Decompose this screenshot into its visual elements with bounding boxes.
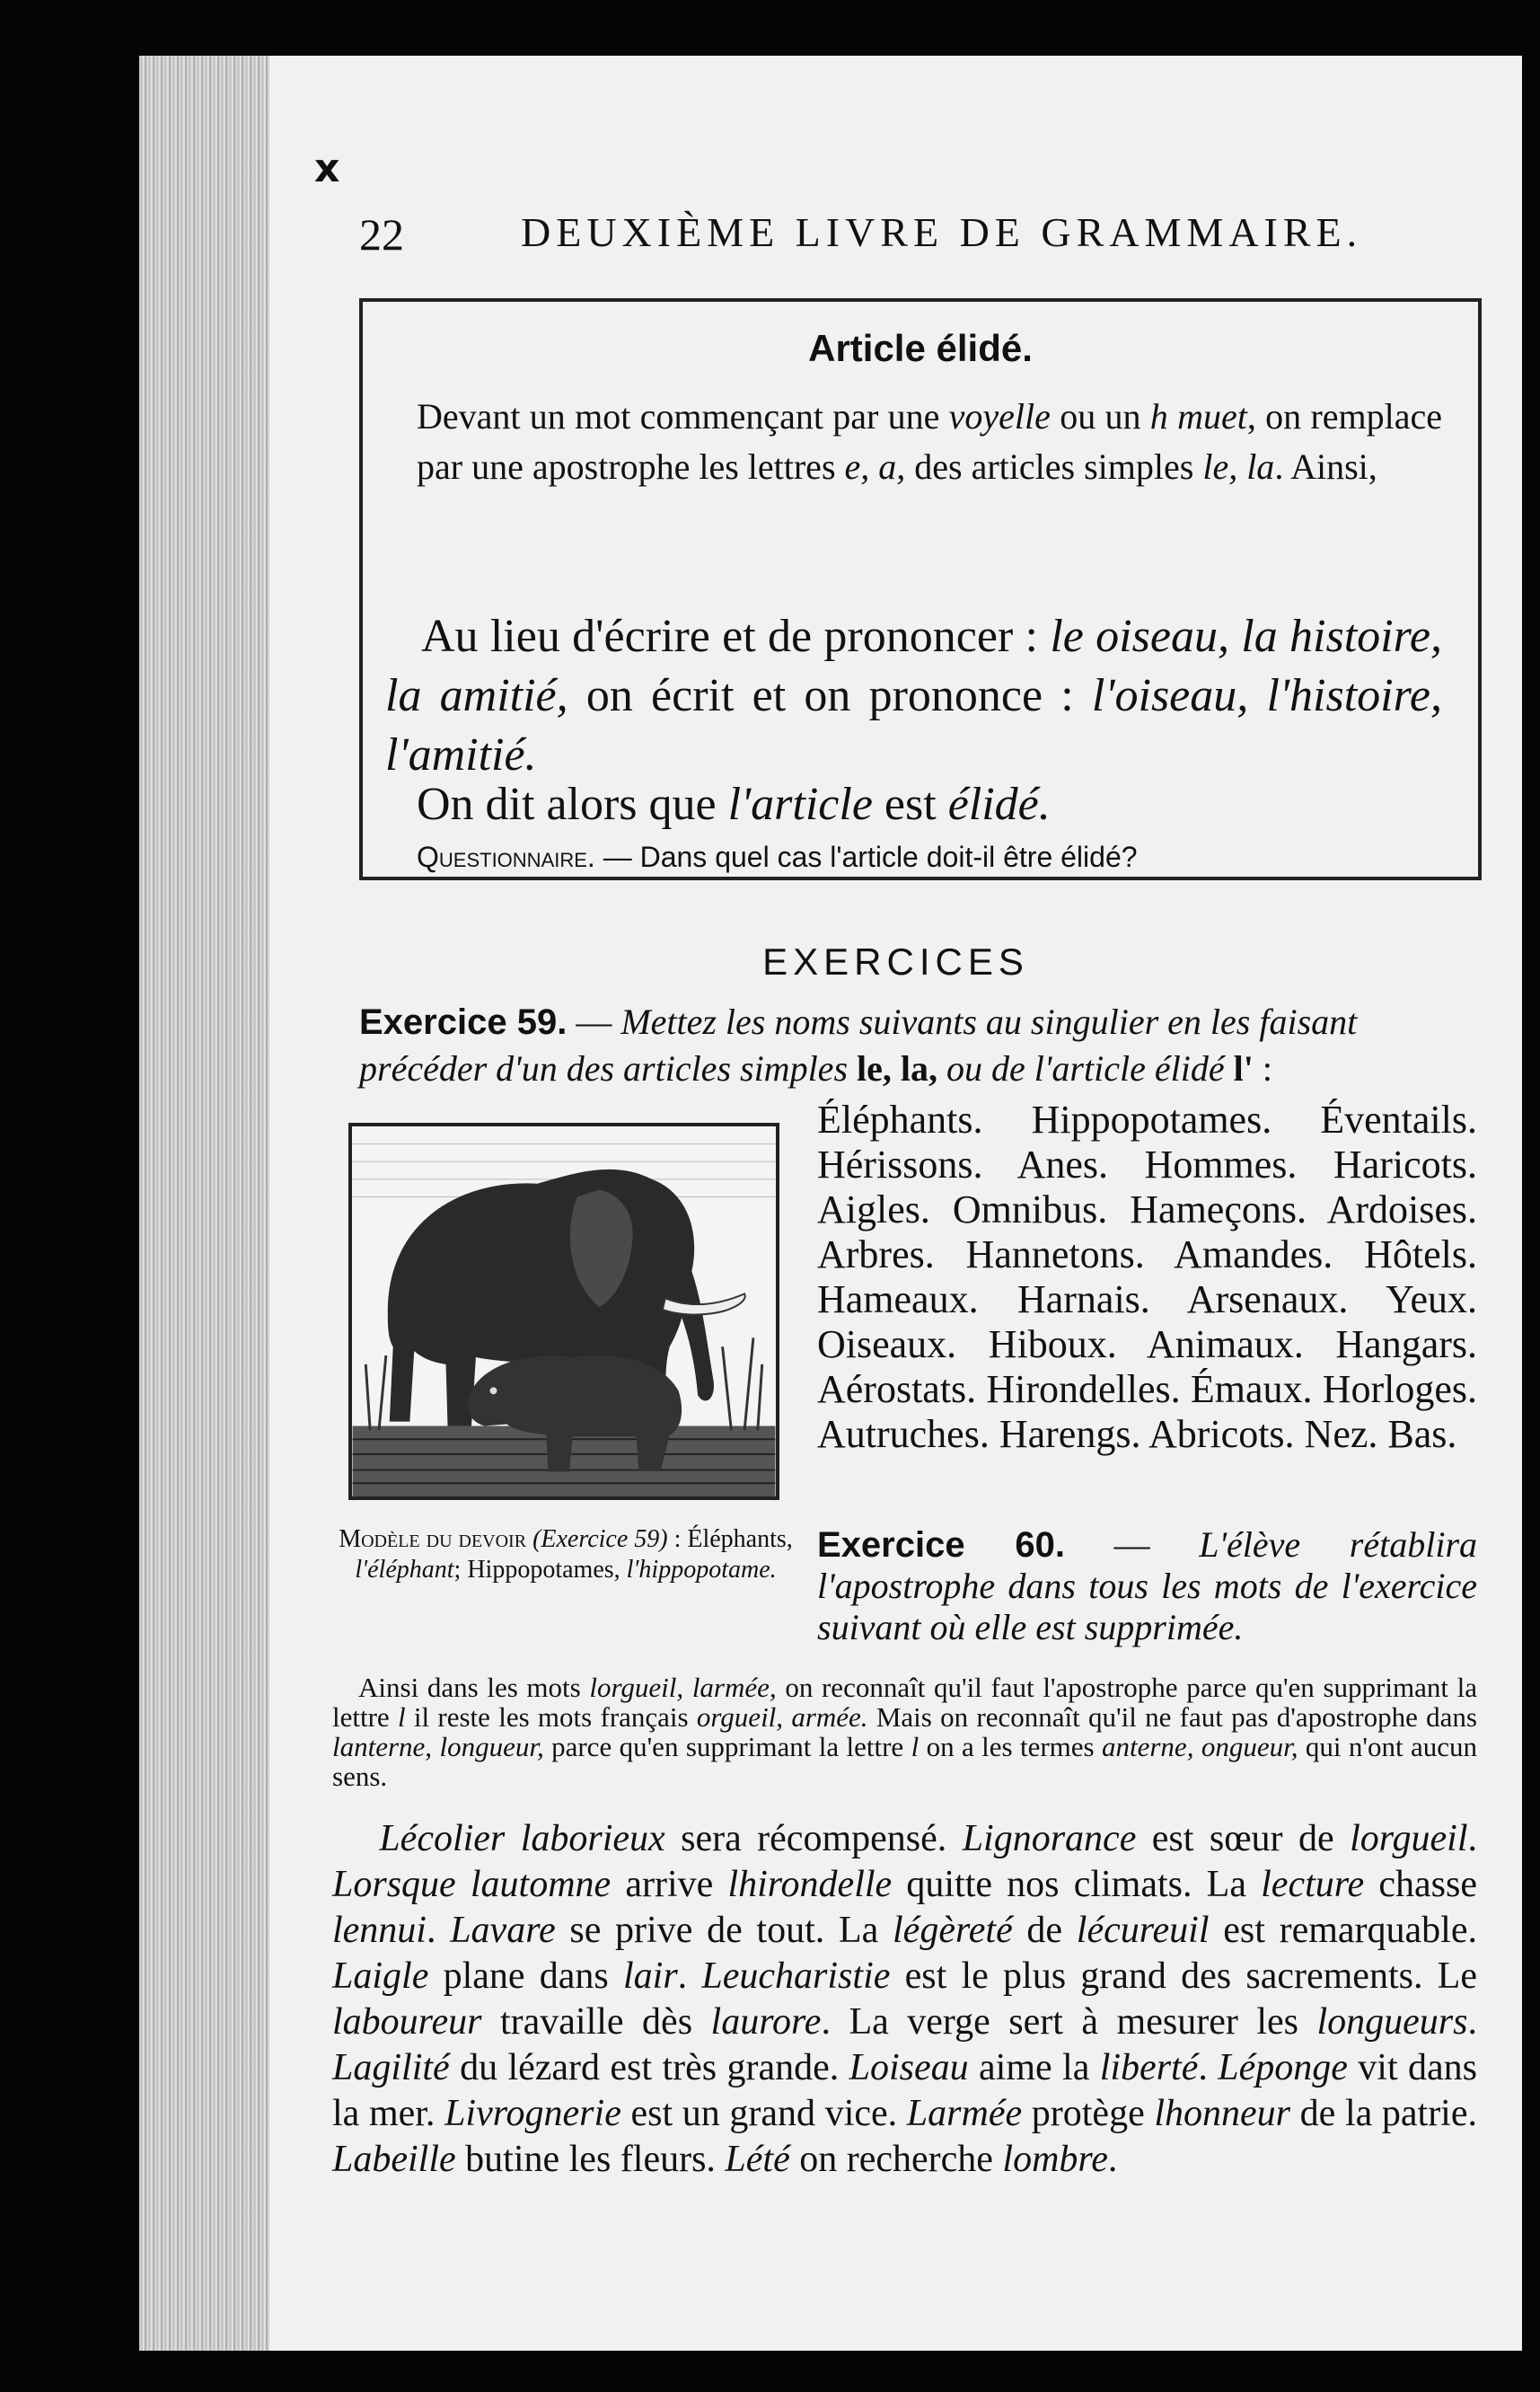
italic-word: lhonneur <box>1154 2093 1291 2134</box>
italic-run: lanterne, longueur, <box>332 1731 544 1762</box>
text-run: de la patrie. <box>1290 2093 1477 2134</box>
text-run: est <box>872 779 948 830</box>
caption-label: Modèle du devoir <box>339 1525 527 1553</box>
text-run: qui n'ont aucun sens. <box>332 1731 1477 1792</box>
italic-run: Mettez les noms suivants au singulier en les faisant précéder d'un des articles simples <box>359 1002 1358 1089</box>
text-run: Ainsi dans les mots <box>358 1672 590 1703</box>
running-title: DEUXIÈME LIVRE DE GRAMMAIRE. <box>521 209 1363 255</box>
text-run: il reste les mots français <box>405 1701 697 1733</box>
italic-run: l'article <box>727 779 873 830</box>
text-run: . Ainsi, <box>1274 446 1377 487</box>
italic-run: l <box>911 1731 920 1762</box>
italic-word: lecture <box>1261 1864 1365 1905</box>
italic-word: Lignorance <box>962 1818 1137 1859</box>
text-run: , on remplace par une apostrophe les lettres <box>417 396 1443 487</box>
questionnaire-label: Questionnaire. <box>417 841 595 873</box>
italic-run: l'hippopotame. <box>626 1556 777 1584</box>
text-run: est remarquable. <box>1209 1910 1477 1951</box>
corner-mark: x <box>314 146 340 191</box>
exercise-label: Exercice 60. <box>817 1525 1065 1565</box>
text-run: . <box>1467 1818 1477 1859</box>
text-run: . <box>1107 2139 1118 2180</box>
conclusion-line <box>417 778 1442 831</box>
italic-word: Lété <box>725 2139 790 2180</box>
exercise-60-note <box>332 1673 1477 1791</box>
italic-run: l <box>397 1701 406 1733</box>
text-run: Mais on reconnaît qu'il ne faut pas d'apostrophe dans <box>867 1701 1477 1733</box>
italic-word: liberté <box>1099 2047 1199 2088</box>
illustration-caption <box>332 1524 799 1585</box>
italic-word: Lagilité <box>332 2047 450 2088</box>
text-run: . <box>677 1955 702 1997</box>
text-run: sera récompensé. <box>664 1818 963 1859</box>
text-run: des articles simples <box>905 446 1203 487</box>
italic-word: Leucharistie <box>701 1955 891 1997</box>
example-paragraph <box>385 607 1442 785</box>
text-run: quitte nos climats. La <box>892 1864 1262 1905</box>
text-run: on reconnaît qu'il faut l'apostrophe parce qu'en supprimant la lettre <box>332 1672 1477 1733</box>
italic-word: Léponge <box>1218 2047 1348 2088</box>
italic-word: Livrognerie <box>444 2093 621 2134</box>
italic-word: Lorsque lautomne <box>332 1864 612 1905</box>
text-run: arrive <box>611 1864 728 1905</box>
italic-word: lair <box>622 1955 678 1997</box>
text-run: protège <box>1022 2093 1155 2134</box>
page-header <box>359 208 1473 271</box>
exercise-label: Exercice 59. <box>359 1002 568 1042</box>
text-run: on recherche <box>789 2139 1003 2180</box>
italic-run: orgueil, armée. <box>696 1701 868 1733</box>
italic-word: laurore <box>710 2001 822 2043</box>
exercise-60-text <box>332 1816 1477 2183</box>
text-run: . <box>1198 2047 1219 2088</box>
book-page-edges <box>139 56 274 2351</box>
text-run: ; Hippopotames, <box>453 1556 627 1584</box>
italic-word: Loiseau <box>849 2047 969 2088</box>
text-run: aime la <box>968 2047 1100 2088</box>
text-run: : <box>1253 1048 1272 1089</box>
text-run: Au lieu d'écrire et de prononcer : <box>420 611 1051 662</box>
italic-word: longueurs <box>1316 2001 1468 2043</box>
italic-run: lorgueil, larmée, <box>589 1672 777 1703</box>
engraving-image <box>352 1126 776 1496</box>
rule-title: Article élidé. <box>808 327 1033 369</box>
text-run: est un grand vice. <box>620 2093 907 2134</box>
italic-word: lhirondelle <box>727 1864 893 1905</box>
page-number: 22 <box>359 209 404 260</box>
text-run: se prive de tout. La <box>555 1910 893 1951</box>
italic-run: le oiseau, la histoire, la amitié, <box>385 611 1443 721</box>
questionnaire <box>417 841 1442 874</box>
text-run: . <box>1467 2001 1477 2043</box>
text-run: du lézard est très grande. <box>449 2047 849 2088</box>
italic-run: l'éléphant <box>355 1556 454 1584</box>
italic-run: élidé. <box>947 779 1051 830</box>
rule-paragraph <box>417 392 1442 492</box>
text-run: on a les termes <box>919 1731 1102 1762</box>
italic-run: e, a, <box>844 446 906 487</box>
bold-run: l' <box>1233 1048 1254 1089</box>
italic-run: l'oiseau, l'histoire, l'amitié. <box>385 670 1442 781</box>
text-run: On dit alors que <box>417 779 728 830</box>
text-run: : Éléphants, <box>667 1525 793 1553</box>
text-run: on écrit et on prononce : <box>568 670 1092 721</box>
italic-word: lennui <box>332 1910 427 1951</box>
text-run: ou un <box>1050 396 1150 437</box>
exercise-59-heading <box>359 999 1473 1092</box>
italic-run: muet <box>1177 396 1247 437</box>
italic-word: laboureur <box>332 2001 482 2043</box>
text-run: de <box>1012 1910 1077 1951</box>
text-run: butine les fleurs. <box>455 2139 726 2180</box>
text-run: chasse <box>1364 1864 1477 1905</box>
italic-word: lorgueil <box>1350 1818 1468 1859</box>
italic-word: légèreté <box>893 1910 1013 1951</box>
italic-run: ou de l'article élidé <box>937 1048 1234 1089</box>
italic-run: h <box>1149 396 1168 437</box>
italic-run: le, la <box>1202 446 1275 487</box>
italic-word: Laigle <box>332 1955 429 1997</box>
italic-word: Lécolier laborieux <box>379 1818 665 1859</box>
italic-word: lécureuil <box>1076 1910 1210 1951</box>
exercise-60-heading <box>817 1524 1477 1648</box>
bold-run: le, la, <box>857 1048 937 1089</box>
questionnaire-text: — Dans quel cas l'article doit-il être élidé? <box>594 841 1138 873</box>
italic-run: (Exercice 59) <box>532 1525 668 1553</box>
italic-word: Larmée <box>906 2093 1023 2134</box>
italic-run: anterne, ongueur, <box>1102 1731 1298 1762</box>
text-run: . La verge sert à mesurer les <box>821 2001 1317 2043</box>
exercises-heading: EXERCICES <box>762 940 1029 983</box>
text-run: plane dans <box>428 1955 623 1997</box>
exercise-59-word-list: Éléphants. Hippopotames. Éventails. Hérissons. Anes. Hommes. Haricots. Aigles. Omnibus. Hameçons. Ardoises. Arbres. Hannetons. Amandes. Hôtels. Hameaux. Harnais. Arsenaux. Yeux. Oiseaux. Hiboux. Animaux. Hangars. Aérostats. Hirondelles. Émaux. Horloges. Autruches. Harengs. Abricots. Nez. Bas. <box>817 1098 1477 1456</box>
italic-word: Lavare <box>450 1910 556 1951</box>
rule-box <box>359 298 1482 880</box>
text-run: parce qu'en supprimant la lettre <box>543 1731 911 1762</box>
italic-run: voyelle <box>948 396 1051 437</box>
text-run: Devant un mot commençant par une <box>417 396 949 437</box>
book-page <box>269 56 1522 2351</box>
text-run: est sœur de <box>1136 1818 1351 1859</box>
text-run: — <box>1064 1524 1200 1565</box>
text-run: travaille dès <box>481 2001 711 2043</box>
italic-run: L'élève rétablira l'apostrophe dans tous les mots de l'exercice suivant où elle est supprimée. <box>817 1524 1478 1647</box>
italic-word: lombre <box>1002 2139 1108 2180</box>
text-run: . <box>426 1910 451 1951</box>
text-run: vit dans la mer. <box>332 2047 1477 2134</box>
italic-word: Labeille <box>332 2139 456 2180</box>
text-run: — <box>567 1002 621 1042</box>
elephant-hippopotamus-engraving <box>348 1123 779 1500</box>
text-run: est le plus grand des sacrements. Le <box>890 1955 1477 1997</box>
